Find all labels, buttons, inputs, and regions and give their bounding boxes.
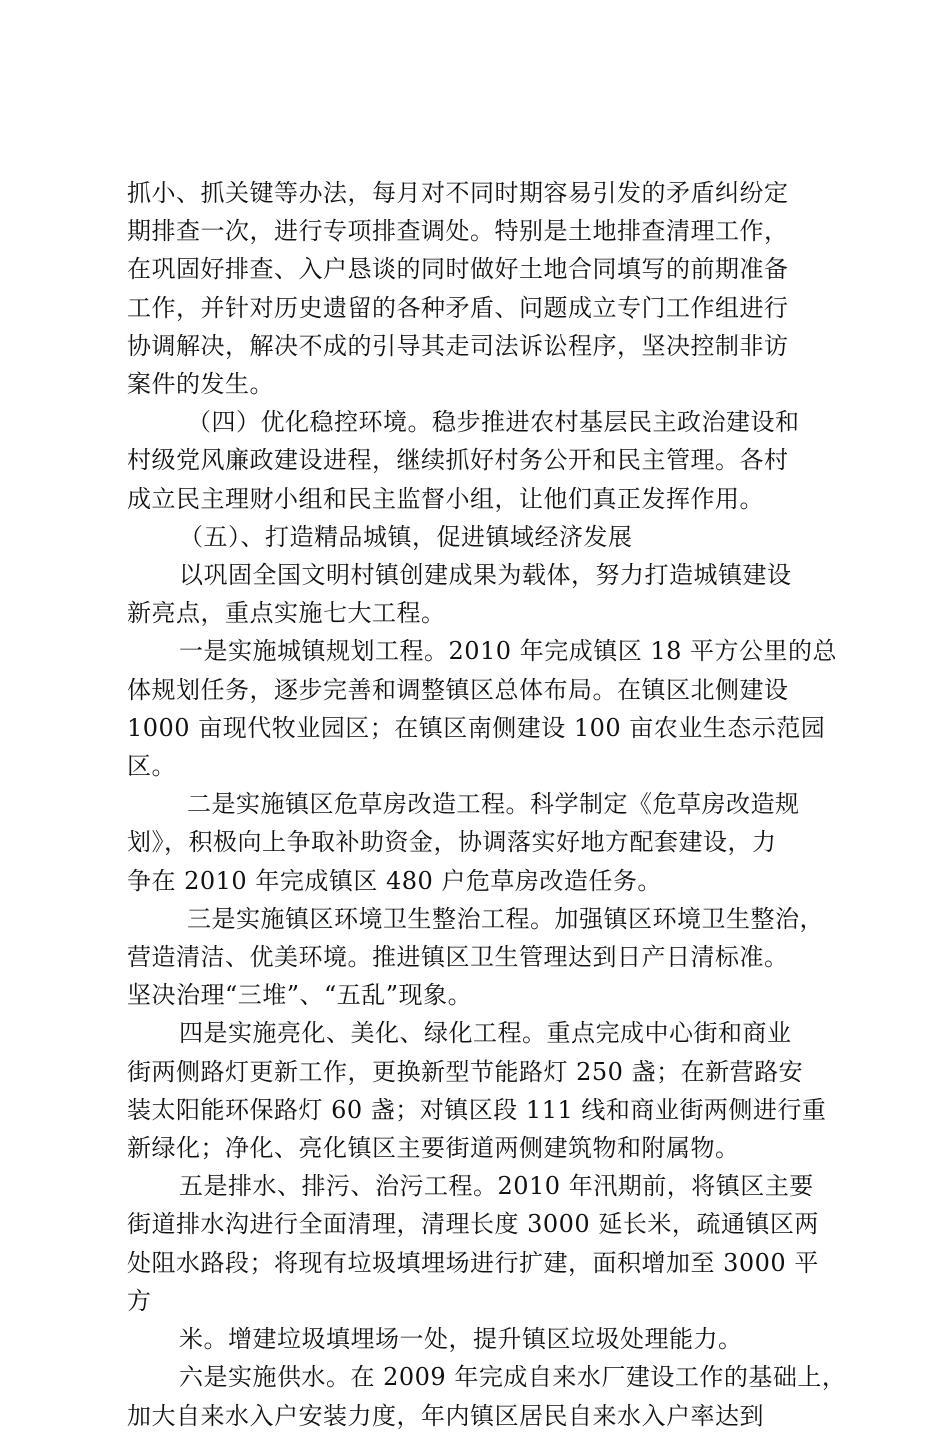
text-line: 划》，积极向上争取补助资金，协调落实好地方配套建设，力 bbox=[127, 828, 777, 857]
text-line: 三是实施镇区环境卫生整治工程。加强镇区环境卫生整治， bbox=[187, 904, 824, 933]
text-line: 区。 bbox=[127, 752, 176, 781]
paragraph-section-four bbox=[127, 403, 847, 518]
text-line: 1000 亩现代牧业园区；在镇区南侧建设 100 亩农业生态示范园 bbox=[127, 713, 826, 742]
paragraph-project-four bbox=[127, 1014, 847, 1167]
paragraph-project-five-continued bbox=[127, 1320, 847, 1358]
text-line: 方 bbox=[127, 1286, 152, 1315]
document-body bbox=[127, 174, 847, 1435]
text-line: 期排查一次，进行专项排查调处。特别是土地排查清理工作， bbox=[127, 217, 789, 246]
paragraph-dispute-resolution bbox=[127, 174, 847, 403]
paragraph-intro-seven-projects bbox=[127, 556, 847, 632]
text-line: 成立民主理财小组和民主监督小组，让他们真正发挥作用。 bbox=[127, 484, 764, 513]
text-line: 街两侧路灯更新工作，更换新型节能路灯 250 盏；在新营路安 bbox=[127, 1057, 804, 1086]
text-line: （四）优化稳控环境。稳步推进农村基层民主政治建设和 bbox=[187, 408, 800, 437]
section-heading-five bbox=[127, 518, 847, 556]
text-line: 在巩固好排查、入户恳谈的同时做好土地合同填写的前期准备 bbox=[127, 255, 789, 284]
text-line: 工作，并针对历史遗留的各种矛盾、问题成立专门工作组进行 bbox=[127, 293, 789, 322]
paragraph-project-two bbox=[127, 785, 847, 900]
text-line: 一是实施城镇规划工程。2010 年完成镇区 18 平方公里的总 bbox=[179, 637, 838, 666]
text-line: 争在 2010 年完成镇区 480 户危草房改造任务。 bbox=[127, 866, 662, 895]
text-line: 二是实施镇区危草房改造工程。科学制定《危草房改造规 bbox=[187, 790, 800, 819]
text-line: 六是实施供水。在 2009 年完成自来水厂建设工作的基础上， bbox=[179, 1363, 847, 1392]
paragraph-project-six bbox=[127, 1358, 847, 1434]
text-line: 案件的发生。 bbox=[127, 370, 274, 399]
text-line: 以巩固全国文明村镇创建成果为载体，努力打造城镇建设 bbox=[179, 561, 792, 590]
text-line: 新亮点，重点实施七大工程。 bbox=[127, 599, 446, 628]
paragraph-project-three bbox=[127, 900, 847, 1015]
text-line: 五是排水、排污、治污工程。2010 年汛期前，将镇区主要 bbox=[179, 1172, 814, 1201]
text-line: 米。增建垃圾填埋场一处，提升镇区垃圾处理能力。 bbox=[179, 1325, 743, 1354]
text-line: 村级党风廉政建设进程，继续抓好村务公开和民主管理。各村 bbox=[127, 446, 789, 475]
text-line: 协调解决，解决不成的引导其走司法诉讼程序，坚决控制非访 bbox=[127, 331, 789, 360]
section-heading: （五）、打造精品城镇，促进镇域经济发展 bbox=[179, 522, 633, 551]
text-line: 抓小、抓关键等办法，每月对不同时期容易引发的矛盾纠纷定 bbox=[127, 179, 789, 207]
text-line: 坚决治理“三堆”、“五乱”现象。 bbox=[127, 981, 473, 1010]
paragraph-project-five bbox=[127, 1167, 847, 1320]
text-line: 新绿化；净化、亮化镇区主要街道两侧建筑物和附属物。 bbox=[127, 1134, 740, 1163]
text-line: 街道排水沟进行全面清理，清理长度 3000 延长米，疏通镇区两 bbox=[127, 1210, 819, 1239]
text-line: 装太阳能环保路灯 60 盏；对镇区段 111 线和商业街两侧进行重 bbox=[127, 1095, 827, 1124]
text-line: 营造清洁、优美环境。推进镇区卫生管理达到日产日清标准。 bbox=[127, 943, 789, 972]
text-line: 处阻水路段；将现有垃圾填埋场进行扩建，面积增加至 3000 平 bbox=[127, 1248, 819, 1277]
text-line: 体规划任务，逐步完善和调整镇区总体布局。在镇区北侧建设 bbox=[127, 675, 789, 704]
text-line: 四是实施亮化、美化、绿化工程。重点完成中心街和商业 bbox=[179, 1019, 792, 1048]
paragraph-project-one bbox=[127, 632, 847, 785]
text-line: 加大自来水入户安装力度，年内镇区居民自来水入户率达到 bbox=[127, 1401, 764, 1430]
